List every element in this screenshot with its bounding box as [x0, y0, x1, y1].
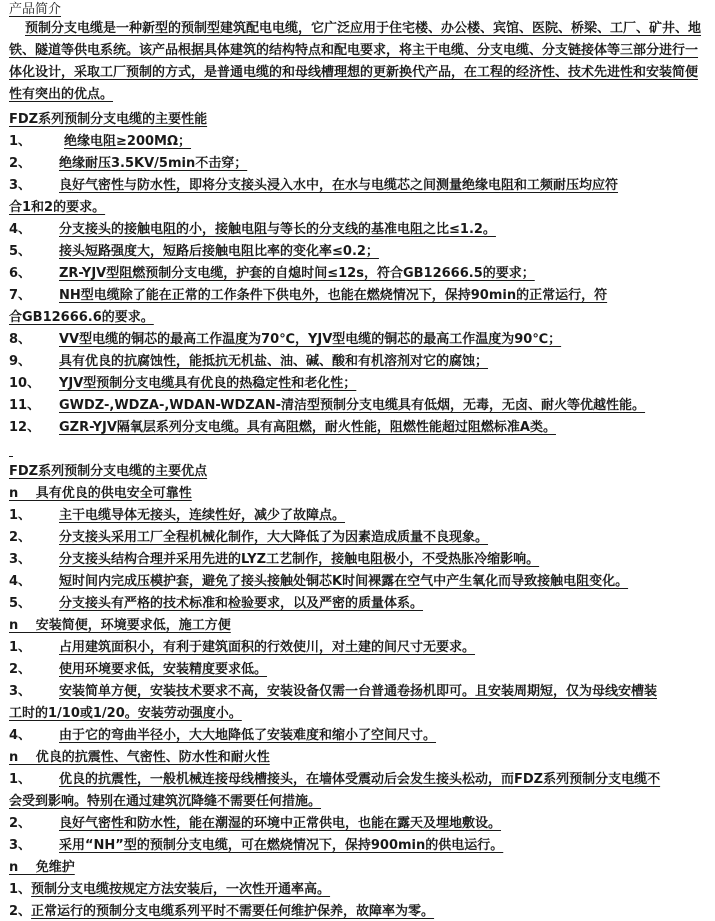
item-number: 11、	[9, 398, 41, 413]
item-text: 安装简单方便，安装技术要求不高，安装设备仅需一台普通卷扬机即可。且安装周期短，仅为母线安槽装	[59, 684, 658, 699]
performance-item	[9, 353, 488, 371]
advantage-item	[9, 815, 501, 833]
item-text: 分支接头有严格的技术标准和检验要求，以及严密的质量体系。	[59, 596, 424, 611]
advantage-item	[9, 661, 267, 679]
item-text: 具有优良的抗腐蚀性，能抵抗无机盐、油、碱、酸和有机溶剂对它的腐蚀；	[59, 354, 489, 369]
item-text: GWDZ-,WDZA-,WDAN-WDZAN-清洁型预制分支电缆具有低烟，无毒，无卤、耐火等优越性能。	[59, 398, 646, 413]
item-number: 3、	[9, 178, 32, 193]
item-text: 绝缘耐压3.5KV/5min不击穿；	[59, 156, 248, 171]
item-text: ZR-YJV型阻燃预制分支电缆，护套的自熄时间≤12s，符合GB12666.5的要求；	[59, 266, 535, 281]
item-number: 2、	[9, 156, 32, 171]
item-number: 12、	[9, 420, 41, 435]
performance-item	[9, 133, 191, 151]
advantage-item	[9, 595, 423, 613]
item-number: 6、	[9, 266, 32, 281]
advantages-heading: FDZ系列预制分支电缆的主要优点	[9, 464, 208, 479]
item-text: 良好气密性和防水性，能在潮湿的环境中正常供电，也能在露天及埋地敷设。	[59, 816, 502, 831]
performance-item	[9, 397, 645, 415]
item-number: 5、	[9, 596, 32, 611]
item-number: 2、	[9, 904, 32, 919]
item-text: NH型电缆除了能在正常的工作条件下供电外，也能在燃烧情况下，保持90min的正常运行，符	[59, 288, 608, 303]
item-number: 3、	[9, 684, 32, 699]
performance-heading: FDZ系列预制分支电缆的主要性能	[9, 112, 208, 127]
item-text: 绝缘电阻≥200MΩ；	[64, 134, 192, 149]
advantage-group-title: n 具有优良的供电安全可靠性	[9, 486, 192, 501]
advantage-item	[9, 507, 345, 525]
performance-item	[9, 375, 356, 393]
advantage-item	[9, 551, 539, 569]
advantage-item	[9, 727, 436, 745]
item-text: 分支接头的接触电阻的小，接触电阻与等长的分支线的基准电阻之比≤1.2。	[59, 222, 496, 237]
performance-item	[9, 155, 247, 173]
performance-item-continuation: 合GB12666.6的要求。	[9, 310, 154, 325]
divider-mark	[9, 456, 13, 457]
performance-item	[9, 287, 607, 305]
item-number: 2、	[9, 816, 32, 831]
intro-title: 产品简介	[9, 2, 62, 17]
item-text: GZR-YJV隔氧层系列分支电缆。具有高阻燃，耐火性能，阻燃性能超过阻燃标准A类。	[59, 420, 556, 435]
item-text: 占用建筑面积小，有利于建筑面积的行效使川，对土建的间尺寸无要求。	[59, 640, 476, 655]
item-number: 1、	[9, 134, 32, 149]
performance-item-continuation: 合1和2的要求。	[9, 200, 106, 215]
item-text: 良好气密性与防水性，即将分支接头浸入水中，在水与电缆芯之间测量绝缘电阻和工频耐压均应符	[59, 178, 619, 193]
item-number: 1、	[9, 882, 32, 897]
performance-item	[9, 221, 496, 239]
advantage-item	[9, 573, 628, 591]
item-number: 8、	[9, 332, 32, 347]
advantage-group-title: n 免维护	[9, 860, 75, 875]
advantage-item-continuation: 会受到影响。特别在通过建筑沉降缝不需要任何措施。	[9, 794, 322, 809]
item-text: 由于它的弯曲半径小，大大地降低了安装难度和缩小了空间尺寸。	[59, 728, 437, 743]
item-number: 9、	[9, 354, 32, 369]
advantage-item	[9, 837, 503, 855]
intro-paragraph: 预制分支电缆是一种新型的预制型建筑配电电缆，它广泛应用于住宅楼、办公楼、宾馆、医院、桥梁、工厂、矿井、地铁、隧道等供电系统。该产品根据具体建筑的结构特点和配电要求，将主干电缆、分支电缆、分支链接体等三部分进行一体化设计，采取工厂预制的方式，是普通电缆的和母线槽理想的更新换代产品，在工程的经济性、技术先进性和安装简便性有突出的优点。	[9, 21, 702, 102]
performance-item	[9, 243, 379, 261]
item-number: 1、	[9, 640, 32, 655]
item-number: 3、	[9, 552, 32, 567]
item-number: 1、	[9, 508, 32, 523]
item-text: 使用环境要求低，安装精度要求低。	[59, 662, 268, 677]
advantage-item	[9, 639, 475, 657]
advantage-group-title: n 优良的抗震性、气密性、防水性和耐火性	[9, 750, 270, 765]
item-text: 正常运行的预制分支电缆系列平时不需要任何维护保养，故障率为零。	[31, 904, 435, 919]
advantage-item-continuation: 工时的1/10或1/20。安装劳动强度小。	[9, 706, 242, 721]
advantage-item	[9, 529, 488, 547]
item-text: 主干电缆导体无接头，连续性好，减少了故障点。	[59, 508, 346, 523]
item-number: 1、	[9, 772, 32, 787]
item-text: 预制分支电缆按规定方法安装后，一次性开通率高。	[31, 882, 331, 897]
item-number: 4、	[9, 574, 32, 589]
advantage-group-title: n 安装简便，环境要求低，施工方便	[9, 618, 231, 633]
item-number: 5、	[9, 244, 32, 259]
item-text: YJV型预制分支电缆具有优良的热稳定性和老化性；	[59, 376, 357, 391]
item-number: 7、	[9, 288, 32, 303]
item-number: 2、	[9, 662, 32, 677]
performance-item	[9, 419, 556, 437]
advantage-item	[9, 771, 660, 789]
item-number: 10、	[9, 376, 41, 391]
item-text: 短时间内完成压模护套，避免了接头接触处铜芯K时间裸露在空气中产生氧化而导致接触电阻变化。	[59, 574, 629, 589]
item-text: VV型电缆的铜芯的最高工作温度为70℃，YJV型电缆的铜芯的最高工作温度为90℃；	[59, 332, 562, 347]
item-text: 采用“NH”型的预制分支电缆，可在燃烧情况下，保持900min的供电运行。	[59, 838, 504, 853]
advantage-item	[9, 881, 330, 899]
item-number: 4、	[9, 728, 32, 743]
item-number: 2、	[9, 530, 32, 545]
performance-item	[9, 265, 535, 283]
item-text: 优良的抗震性，一般机械连接母线槽接头，在墙体受震动后会发生接头松动，而FDZ系列预制分支电缆不	[59, 772, 661, 787]
item-number: 4、	[9, 222, 32, 237]
item-number: 3、	[9, 838, 32, 853]
performance-item	[9, 331, 561, 349]
item-text: 分支接头采用工厂全程机械化制作，大大降低了为因素造成质量不良现象。	[59, 530, 489, 545]
item-text: 接头短路强度大，短路后接触电阻比率的变化率≤0.2；	[59, 244, 379, 259]
item-text: 分支接头结构合理并采用先进的LYZ工艺制作，接触电阻极小，不受热胀冷缩影响。	[59, 552, 540, 567]
advantage-item	[9, 903, 434, 921]
performance-item	[9, 177, 618, 195]
advantage-item	[9, 683, 657, 701]
